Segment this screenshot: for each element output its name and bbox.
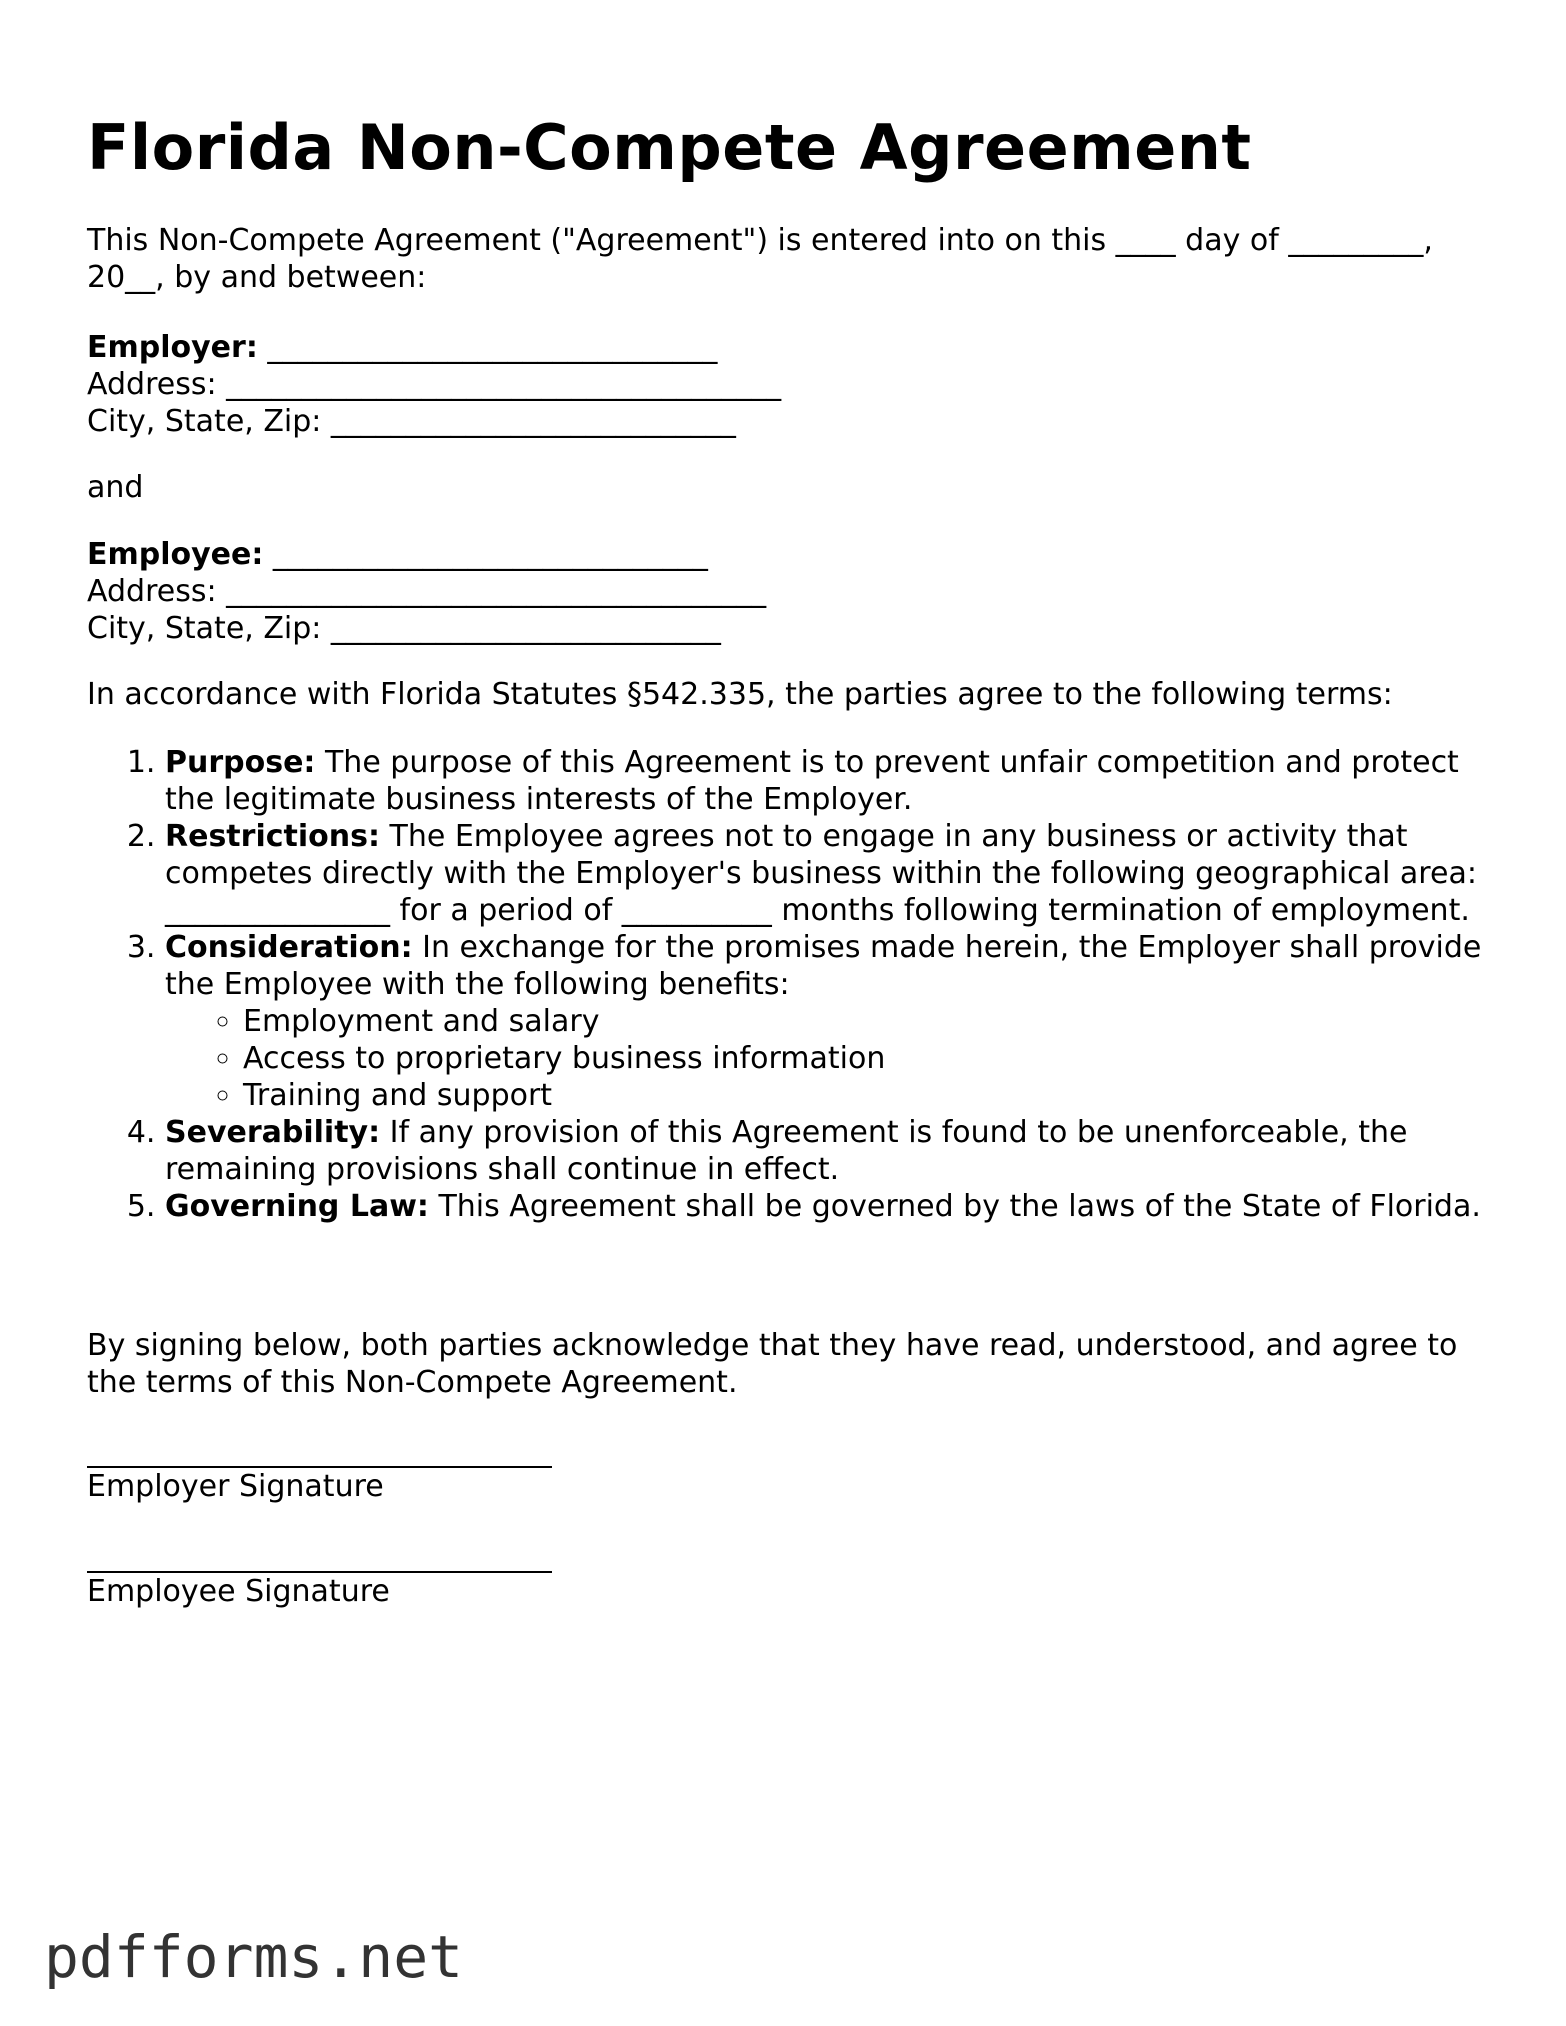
term-text: The Employee agrees not to engage in any business or activity that competes directly with the Employer's business within the following geographical area: _______________ for a period of __________ months following termination of employment. bbox=[165, 819, 1477, 928]
term-item-governing-law bbox=[165, 1188, 1507, 1225]
term-text: This Agreement shall be governed by the laws of the State of Florida. bbox=[428, 1189, 1481, 1224]
benefit-item: ◦ Employment and salary bbox=[243, 1003, 1507, 1040]
acknowledgement-paragraph: By signing below, both parties acknowledge that they have read, understood, and agree to the terms of this Non-Compete Agreement. bbox=[87, 1328, 1458, 1400]
statute-line: In accordance with Florida Statutes §542.335, the parties agree to the following terms: bbox=[87, 677, 1393, 712]
intro-line-2: 20__, by and between: bbox=[87, 260, 427, 295]
employer-address-line: Address: _____________________________________ bbox=[87, 367, 782, 402]
employer-block bbox=[87, 329, 1507, 440]
term-heading: Severability: bbox=[165, 1115, 381, 1150]
employee-block bbox=[87, 536, 1507, 647]
benefits-list bbox=[165, 1003, 1507, 1114]
intro-line-1: This Non-Compete Agreement ("Agreement") is entered into on this ____ day of _________, bbox=[87, 223, 1433, 258]
term-item-consideration bbox=[165, 929, 1507, 1114]
benefit-item: ◦ Access to proprietary business information bbox=[243, 1040, 1507, 1077]
employer-label: Employer: bbox=[87, 330, 258, 365]
benefit-item: ◦ Training and support bbox=[243, 1077, 1507, 1114]
document-title: Florida Non-Compete Agreement bbox=[87, 111, 1252, 184]
employee-address-line: Address: ____________________________________ bbox=[87, 574, 767, 609]
employee-name-line bbox=[87, 536, 1507, 573]
term-heading: Restrictions: bbox=[165, 819, 380, 854]
watermark-logo: pdfforms.net bbox=[44, 1923, 464, 1991]
terms-list bbox=[87, 744, 1507, 1225]
employer-city-state-zip-line: City, State, Zip: ___________________________ bbox=[87, 404, 736, 439]
term-item-restrictions bbox=[165, 818, 1507, 929]
term-item-purpose bbox=[165, 744, 1507, 818]
term-text: If any provision of this Agreement is found to be unenforceable, the remaining provisions shall continue in effect. bbox=[165, 1115, 1408, 1187]
term-text: In exchange for the promises made herein, the Employer shall provide the Employee with the following benefits: bbox=[165, 930, 1482, 1002]
term-heading: Purpose: bbox=[165, 745, 316, 780]
employer-signature-label: Employer Signature bbox=[87, 1469, 384, 1504]
and-text: and bbox=[87, 470, 144, 505]
term-item-severability bbox=[165, 1114, 1507, 1188]
employee-label: Employee: bbox=[87, 537, 264, 572]
intro-paragraph bbox=[87, 222, 1507, 296]
employee-name-blank: _____________________________ bbox=[263, 537, 708, 572]
employee-city-state-zip-line: City, State, Zip: __________________________ bbox=[87, 611, 721, 646]
term-heading: Governing Law: bbox=[165, 1189, 429, 1224]
employer-name-blank: ______________________________ bbox=[257, 330, 718, 365]
term-text: The purpose of this Agreement is to prevent unfair competition and protect the legitimate business interests of the Employer. bbox=[165, 745, 1459, 817]
term-heading: Consideration: bbox=[165, 930, 413, 965]
employee-signature-label: Employee Signature bbox=[87, 1574, 390, 1609]
employer-name-line bbox=[87, 329, 1507, 366]
